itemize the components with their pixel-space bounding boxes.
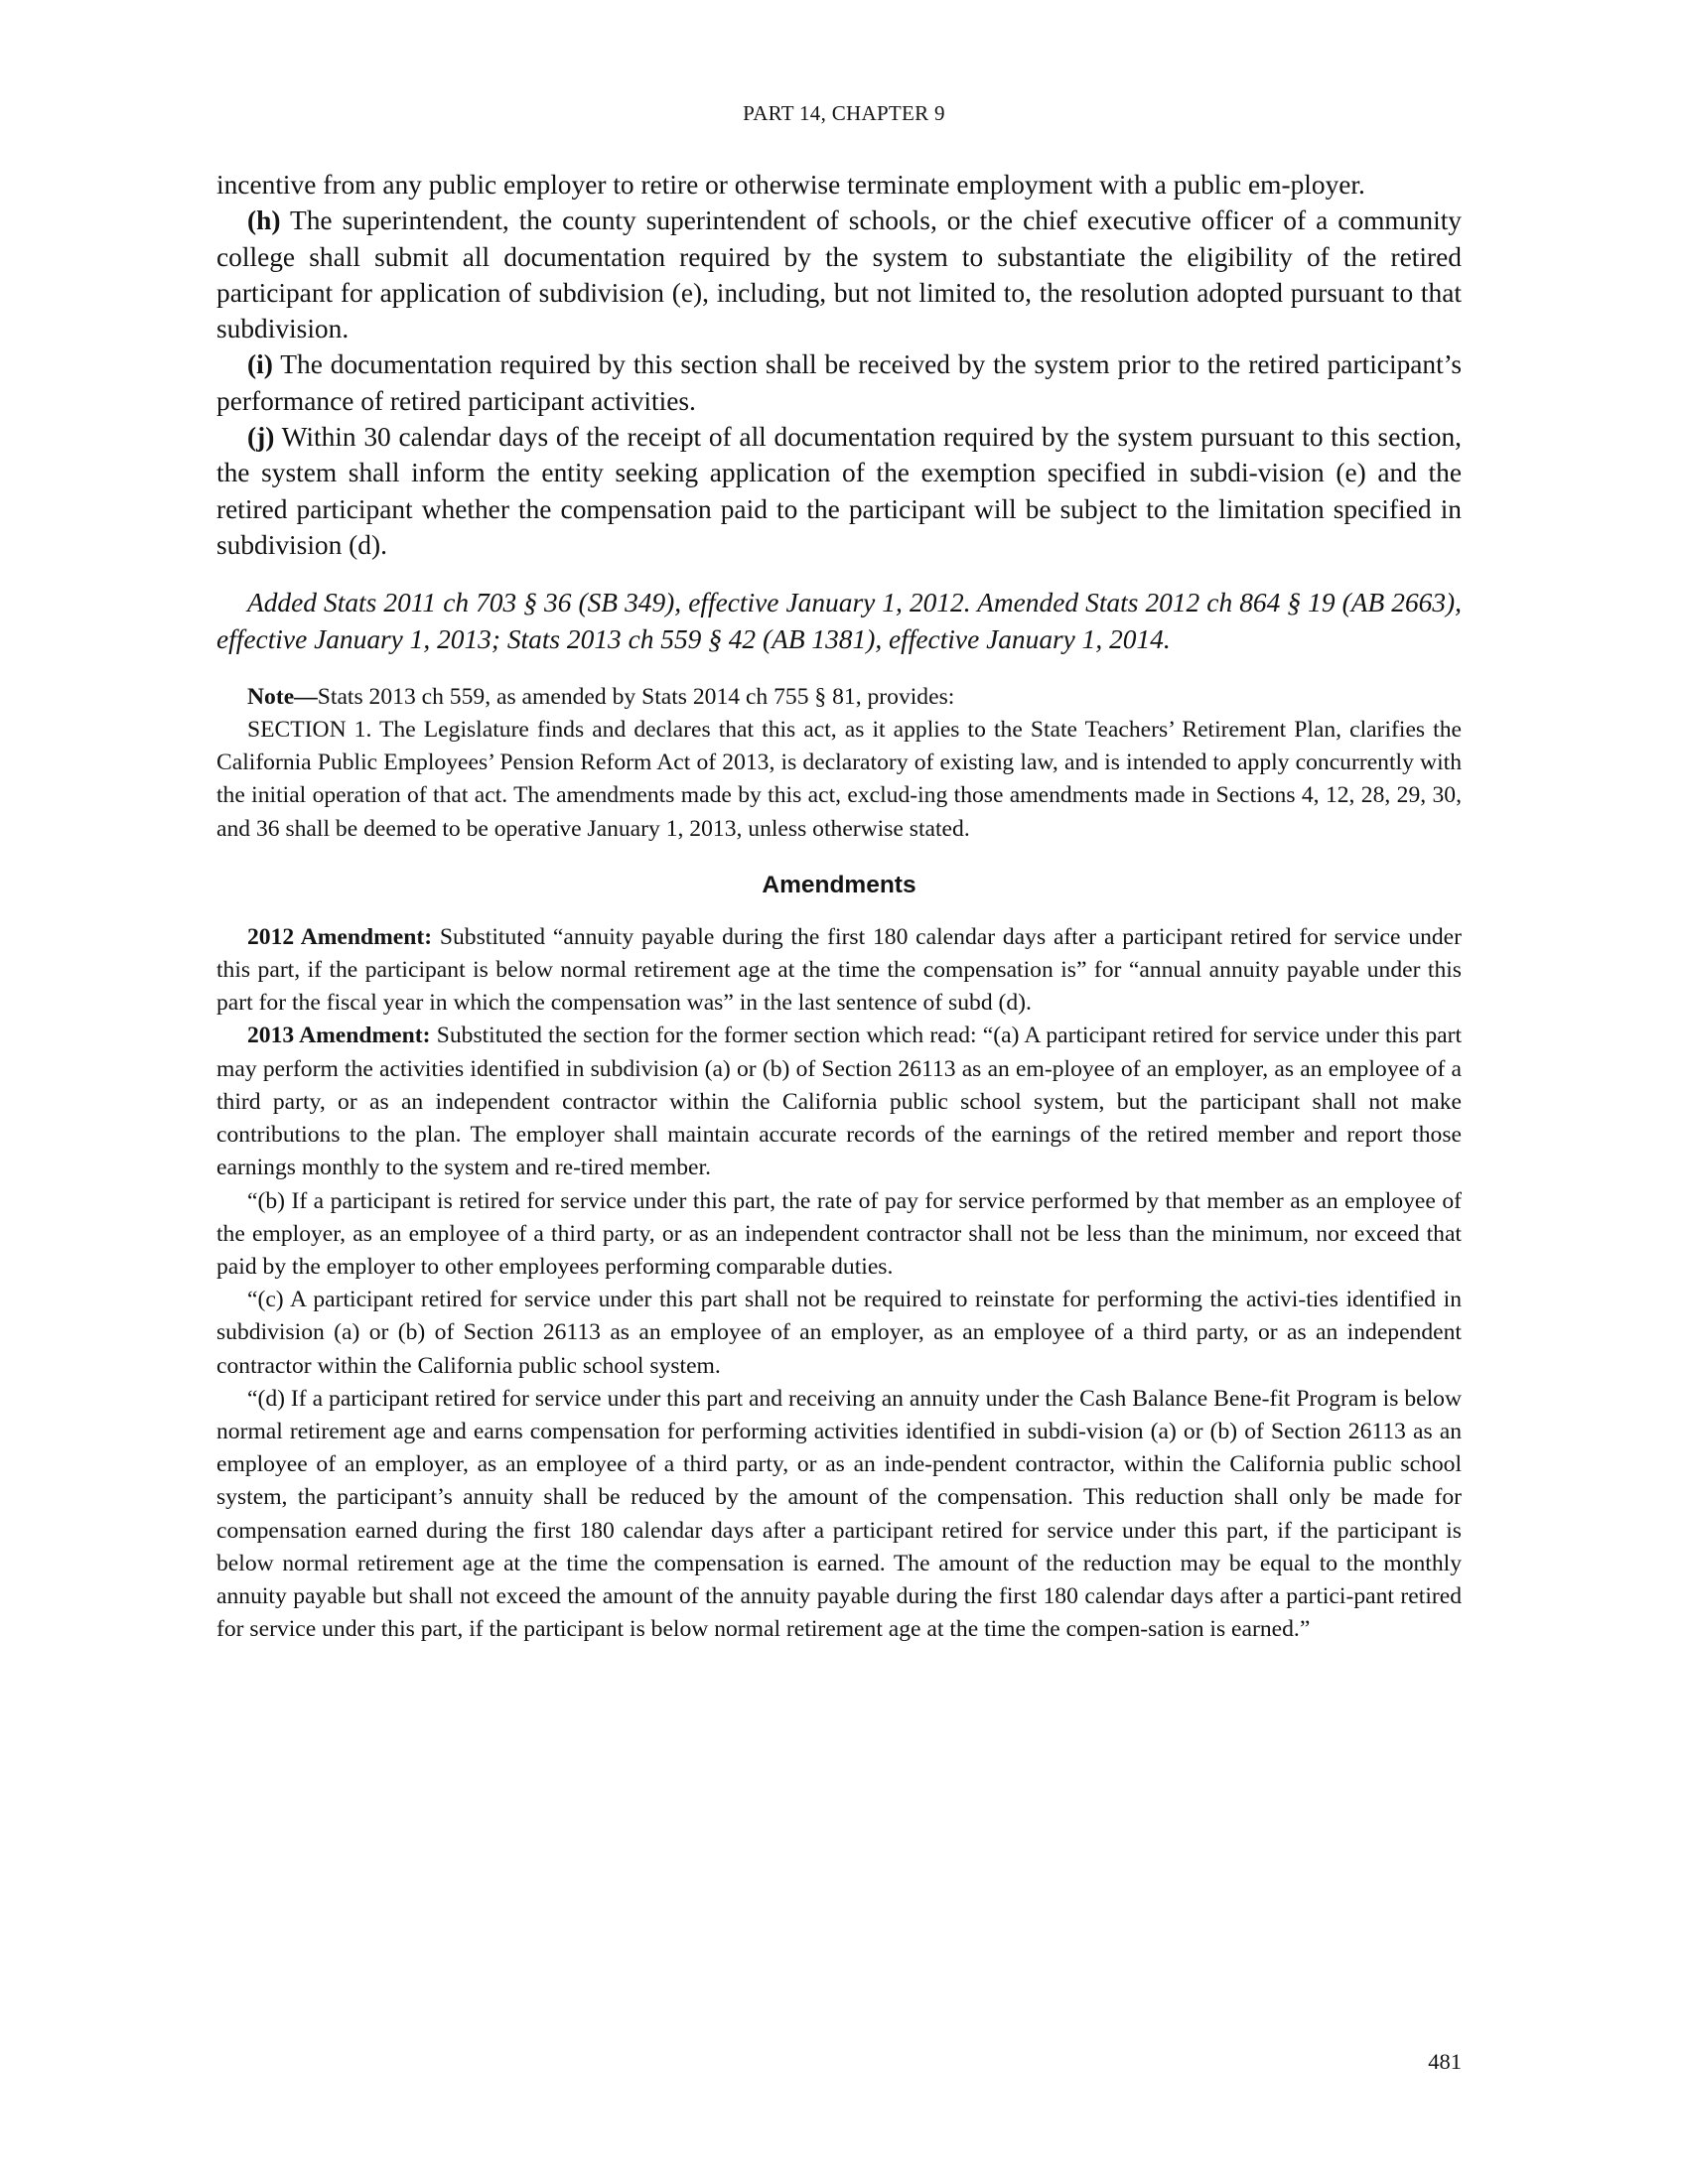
amendments-heading: Amendments [762, 871, 916, 898]
former-subdivision-d: “(d) If a participant retired for service under this part and receiving an annuity under the Cash Balance Bene-fit Program is below normal retirement age and earns compensation for performing activities identified in subdi-vision (a) or (b) of Section 26113 as an employee of an employer, as an employee of a third party, or as an inde-pendent contractor, within the California public school system, the participant’s annuity shall be reduced by the amount of the compensation. This reduction shall only be made for compensation earned during the first 180 calendar days after a participant retired for service under this part, if the participant is below normal retirement age at the time the compensation is earned. The amount of the reduction may be equal to the monthly annuity payable but shall not exceed the amount of the annuity payable during the first 180 calendar days after a partici-pant retired for service under this part, if the participant is below normal retirement age at the time the compen-sation is earned.” [216, 1385, 1462, 1643]
note-intro-text: Stats 2013 ch 559, as amended by Stats 2014 ch 755 § 81, provides: [317, 683, 955, 710]
running-head: PART 14, CHAPTER 9 [743, 101, 945, 125]
editorial-note [216, 681, 1462, 846]
statute-text [216, 167, 1462, 563]
amendment-label: 2013 Amendment: [247, 1023, 431, 1049]
former-subdivision-b: “(b) If a participant is retired for service under this part, the rate of pay for service performed by that member as an employee of the employer, as an employee of a third party, or as an independent contractor shall not be less than the minimum, nor exceed that paid by the employer to other employees performing comparable duties. [216, 1187, 1462, 1280]
subdivision-h [216, 203, 1462, 346]
subdivision-label: (h) [247, 205, 281, 236]
amendments-section [216, 921, 1462, 1646]
subdivision-label: (j) [247, 422, 275, 453]
subdivision-text: The documentation required by this section shall be received by the system prior to the retired participant’s performance of retired participant activities. [216, 349, 1462, 416]
amendment-2013 [216, 1020, 1462, 1184]
statute-continuation: incentive from any public employer to retire or otherwise terminate employment with a public em-ployer. [216, 170, 1365, 200]
amendment-2012 [216, 921, 1462, 1021]
amendment-label: 2012 Amendment: [247, 923, 433, 950]
page-number: 481 [1428, 2049, 1462, 2074]
subdivision-i [216, 346, 1462, 419]
history-note: Added Stats 2011 ch 703 § 36 (SB 349), effective January 1, 2012. Amended Stats 2012 ch 864 § 19 (AB 2663), effective January 1, 2013; Stats 2013 ch 559 § 42 (AB 1381), effective January 1, 2014. [216, 588, 1462, 654]
note-label: Note— [247, 683, 318, 710]
note-intro [216, 681, 1462, 714]
note-section-text: SECTION 1. The Legislature finds and declares that this act, as it applies to the State Teachers’ Retirement Plan, clarifies the California Public Employees’ Pension Reform Act of 2013, is declaratory of existing law, and is intended to apply concurrently with the initial operation of that act. The amendments made by this act, exclud-ing those amendments made in Sections 4, 12, 28, 29, 30, and 36 shall be deemed to be operative January 1, 2013, unless otherwise stated. [216, 717, 1462, 842]
subdivision-text: The superintendent, the county superintendent of schools, or the chief executive officer of a community college shall submit all documentation required by the system to substantiate the eligibility of the retired participant for application of subdivision (e), including, but not limited to, the resolution adopted pursuant to that subdivision. [216, 205, 1463, 344]
former-subdivision-c: “(c) A participant retired for service under this part shall not be required to reinstate for performing the activi-ties identified in subdivision (a) or (b) of Section 26113 as an employee of an employer, as an employee of a third party, or as an independent contractor within the California public school system. [216, 1287, 1462, 1379]
amendment-text: Substituted the section for the former section which read: “(a) A participant retired for service under this part may perform the activities identified in subdivision (a) or (b) of Section 26113 as an em-ployee of an employer, as an employee of a third party, or as an independent contractor within the California public school system, but the participant shall not make contributions to the plan. The employer shall maintain accurate records of the earnings of the retired member and report those earnings monthly to the system and re-tired member. [216, 1023, 1462, 1181]
subdivision-text: Within 30 calendar days of the receipt of all documentation required by the system pursuant to this section, the system shall inform the entity seeking application of the exemption specified in subdi-vision (e) and the retired participant whether the compensation paid to the participant will be subject to the limitation specified in subdivision (d). [216, 422, 1462, 560]
amendment-text: Substituted “annuity payable during the first 180 calendar days after a participant retired for service under this part, if the participant is below normal retirement age at the time the compensation is” for “annual annuity payable under this part for the fiscal year in which the compensation was” in the last sentence of subd (d). [216, 923, 1462, 1017]
subdivision-label: (i) [247, 349, 273, 380]
subdivision-j [216, 419, 1462, 563]
page-content [216, 167, 1462, 1646]
